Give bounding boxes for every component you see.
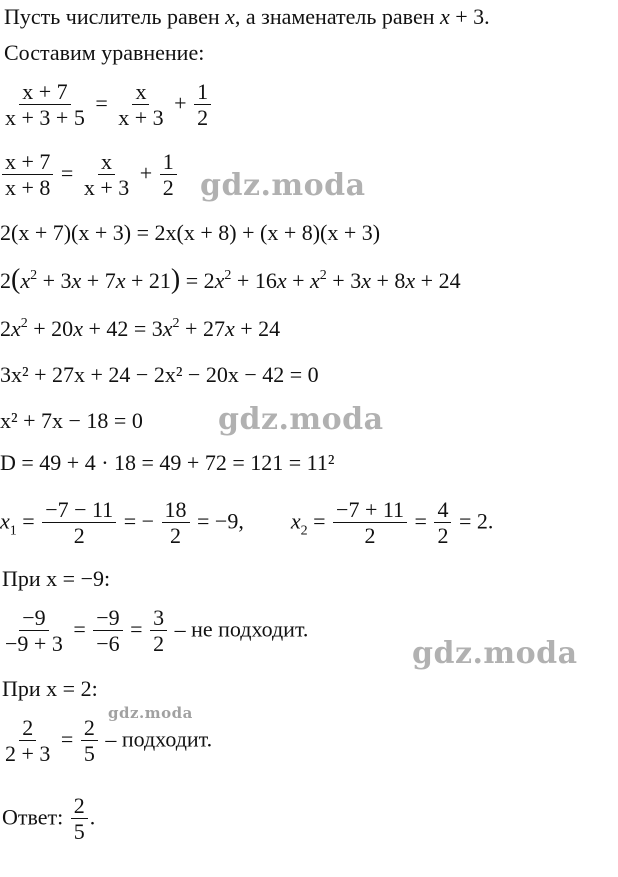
denominator: x + 3 — [83, 175, 130, 201]
check-1-verdict: – не подходит. — [174, 616, 309, 642]
fraction — [333, 498, 407, 548]
watermark: gdz.moda — [108, 704, 193, 722]
equation-2: $\frac{x + 7}{x + 8}$ = $\frac{x}{x + 3}$ + $\frac{1}{2}$ — [0, 150, 179, 200]
intro-text-3: . — [484, 4, 490, 29]
numerator: x — [132, 80, 149, 105]
fraction — [2, 80, 88, 130]
equation-6: 3x² + 27x + 24 − 2x² − 20x − 42 = 0 — [0, 362, 319, 387]
check-2-equation: $\frac{2}{2 + 3}$ = $\frac{2}{5}$ – подходит. — [0, 716, 212, 766]
watermark: gdz.moda — [200, 168, 366, 203]
numerator: x — [98, 150, 115, 175]
numerator: 4 — [434, 498, 451, 523]
watermark: gdz.moda — [412, 636, 578, 671]
numerator: x + 7 — [2, 150, 53, 175]
fraction — [160, 150, 177, 200]
expr-x-plus-3: x — [439, 4, 450, 29]
denominator: 5 — [73, 819, 85, 845]
roots-line: $x_1$ = $\frac{-7 - 11}{2}$ = − $\frac{18}{2}$ = −9, $x_2$ = $\frac{-7 + 11}{2}$ = $\frac{4}{2}$ = 2. — [0, 497, 494, 549]
check-1-equation: $\frac{-9}{-9 + 3}$ = $\frac{-9}{-6}$ = $\frac{3}{2}$ – не подходит. — [0, 606, 308, 656]
denominator: 2 — [73, 523, 85, 549]
denominator: −6 — [96, 631, 120, 657]
numerator: −7 − 11 — [42, 498, 116, 523]
fraction — [2, 150, 53, 200]
fraction — [162, 498, 190, 548]
fraction — [81, 716, 98, 766]
numerator: 18 — [162, 498, 190, 523]
equation-discriminant: D = 49 + 4 · 18 = 49 + 72 = 121 = 11² — [0, 450, 335, 475]
denominator: −9 + 3 — [5, 631, 63, 657]
numerator: x + 7 — [19, 80, 70, 105]
denominator: x + 3 — [118, 105, 164, 131]
equation-4: $2(x^2 + 3x + 7x + 21) = 2x^2 + 16x + x^2 + 3x + 8x + 24$ — [0, 264, 461, 295]
check-2-label: При x = 2: — [2, 676, 98, 701]
check-2-verdict: – подходит. — [105, 726, 213, 752]
numerator: −7 + 11 — [333, 498, 407, 523]
denominator: 2 + 3 — [5, 741, 51, 767]
numerator: −9 — [93, 606, 122, 631]
watermark: gdz.moda — [218, 402, 384, 437]
denominator: 2 — [170, 523, 182, 549]
check-1-label: При x = −9: — [2, 566, 111, 591]
root-2-value: = 2. — [458, 508, 494, 534]
numerator: −9 — [19, 606, 48, 631]
numerator: 3 — [150, 606, 167, 631]
answer-fraction — [71, 794, 88, 844]
denominator: 2 — [162, 175, 174, 201]
numerator: 2 — [19, 716, 36, 741]
fraction — [2, 716, 53, 766]
denominator: x + 8 — [5, 175, 51, 201]
equation-5: $2x^2 + 20x + 42 = 3x^2 + 27x + 24$ — [0, 316, 281, 341]
answer-end: . — [89, 804, 96, 830]
var-x: x — [225, 4, 235, 29]
answer-label: Ответ: — [2, 804, 64, 830]
fraction — [81, 150, 132, 200]
numerator: 2 — [71, 794, 88, 819]
intro-line: Пусть числитель равен x, а знаменатель равен x + 3. — [4, 4, 490, 29]
fraction — [150, 606, 167, 656]
intro-text-2: , а знаменатель равен — [234, 4, 440, 29]
numerator: 1 — [160, 150, 177, 175]
denominator: 5 — [83, 741, 95, 767]
fraction — [93, 606, 122, 656]
equation-1: $\frac{x + 7}{x + 3 + 5}$ = $\frac{x}{x + 3}$ + $\frac{1}{2}$ — [0, 80, 213, 130]
denominator: 2 — [364, 523, 376, 549]
denominator: 2 — [197, 105, 209, 131]
equation-label: Составим уравнение: — [4, 40, 205, 65]
denominator: 2 — [153, 631, 165, 657]
denominator: x + 3 + 5 — [5, 105, 85, 131]
intro-text-1: Пусть числитель равен — [4, 4, 226, 29]
denominator: 2 — [437, 523, 449, 549]
fraction — [115, 80, 166, 130]
fraction — [434, 498, 451, 548]
fraction — [2, 606, 66, 656]
fraction — [194, 80, 211, 130]
answer-line — [2, 794, 95, 844]
equation-3: 2(x + 7)(x + 3) = 2x(x + 8) + (x + 8)(x + 3) — [0, 220, 381, 245]
numerator: 2 — [81, 716, 98, 741]
fraction — [42, 498, 116, 548]
root-1-value: = −9, — [197, 508, 244, 534]
equation-7: x² + 7x − 18 = 0 — [0, 408, 143, 433]
numerator: 1 — [194, 80, 211, 105]
